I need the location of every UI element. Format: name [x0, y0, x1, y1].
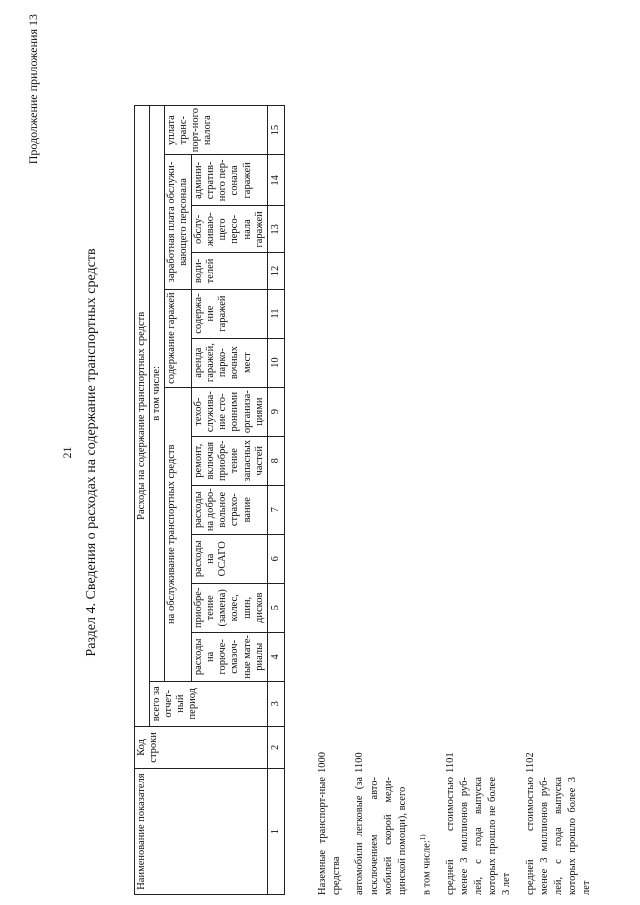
page-number: 21 — [60, 446, 74, 459]
header-expenses-group: Расходы на содержание транспортных средств — [135, 106, 150, 727]
header-techservice: техоб-служива-ние сто-ронними организа-циями — [192, 387, 267, 436]
continuation-title: Продолжение приложения 13 — [26, 14, 40, 165]
col-number: 13 — [267, 206, 284, 253]
col-number: 10 — [267, 338, 284, 387]
row-code: 1102 — [524, 752, 536, 773]
row-name: Наземные транспорт-ные средства — [317, 777, 343, 895]
table-row — [353, 395, 410, 895]
footnote-mark: 1) — [419, 834, 428, 841]
header-total: всего за отчет-ный период — [150, 681, 268, 726]
col-number: 9 — [267, 387, 284, 436]
col-number: 7 — [267, 485, 284, 534]
expenses-table — [134, 105, 285, 895]
header-osago: расходы на ОСАГО — [192, 534, 267, 583]
table-row — [316, 395, 344, 895]
row-name: средней стоимостью менее 3 миллионов руб-лей, с года выпуска которых прошло не более 3 лет — [444, 777, 513, 895]
col-number: 3 — [267, 681, 284, 726]
row-list — [316, 395, 603, 895]
header-admin: админи-стратив-ного пер-сонала гаражей — [192, 155, 267, 206]
header-repair: ремонт, включая приобре-тение запасных частей — [192, 436, 267, 485]
row-name: автомобили легковые (за исключением авто-мобилей скорой меди-цинской помощи), всего — [354, 777, 408, 895]
header-tires: приобре-тение (замена) колес, шин, дисков — [192, 583, 267, 632]
header-service-group: на обслуживание транспортных средств — [165, 387, 192, 681]
section-title: Раздел 4. Сведения о расходах на содержание транспортных средств — [84, 248, 99, 657]
header-rent: аренда гаражей, парко-вочных мест — [192, 338, 267, 387]
col-number: 12 — [267, 253, 284, 289]
header-drivers: води-телей — [192, 253, 267, 289]
header-voluntary: расходы на добро-вольное страхо-вание — [192, 485, 267, 534]
row-name — [419, 777, 435, 895]
header-garage-upkeep: содержа-ние гаражей — [192, 289, 267, 338]
col-number: 6 — [267, 534, 284, 583]
table-row — [524, 395, 595, 895]
table-row — [444, 395, 515, 895]
header-garages-group: содержание гаражей — [165, 289, 192, 387]
header-tax: уплата транс-порт-ного налога — [165, 106, 268, 155]
table-row — [419, 395, 435, 895]
header-code: Код строки — [135, 726, 268, 769]
header-in-that-number: в том числе: — [150, 106, 165, 682]
col-number: 11 — [267, 289, 284, 338]
col-number: 8 — [267, 436, 284, 485]
row-code — [419, 733, 435, 777]
row-name: средней стоимостью менее 3 миллионов руб-лей, с года выпуска которых прошло более 3 лет — [524, 777, 593, 895]
col-number: 14 — [267, 155, 284, 206]
header-fuel: расходы на горюче-смазоч-ные мате-риалы — [192, 632, 267, 681]
row-code: 1000 — [317, 752, 328, 773]
col-number: 1 — [267, 769, 284, 895]
col-number: 4 — [267, 632, 284, 681]
col-number: 15 — [267, 106, 284, 155]
col-number: 2 — [267, 726, 284, 769]
header-service-staff: обслу-живаю-щего персо-нала гаражей — [192, 206, 267, 253]
row-code: 1100 — [354, 752, 366, 773]
row-code: 1101 — [444, 752, 456, 773]
col-number: 5 — [267, 583, 284, 632]
header-salary-group: заработная плата обслужи-вающего персонала — [165, 155, 192, 289]
row-name-text: в том числе: — [421, 840, 433, 895]
header-name: Наименование показателя — [135, 769, 268, 895]
